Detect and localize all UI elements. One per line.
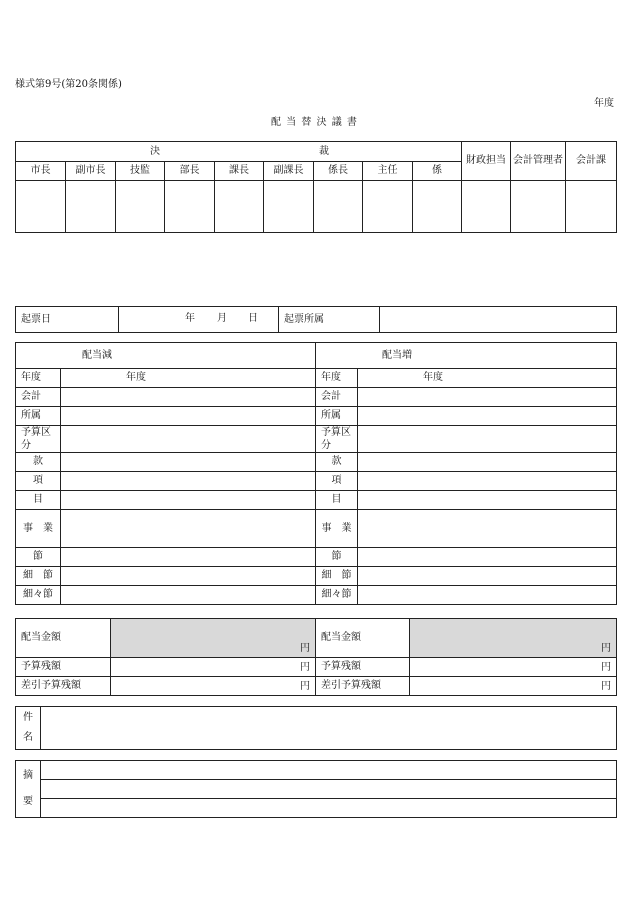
role-shunin: 主任 xyxy=(363,162,413,181)
month-label: 月 xyxy=(217,312,227,324)
increase-row-label: 款 xyxy=(316,453,358,472)
decrease-field[interactable] xyxy=(61,453,316,472)
stamp-box[interactable] xyxy=(66,181,116,233)
increase-row-label: 細 節 xyxy=(316,567,358,586)
increase-field[interactable] xyxy=(358,586,617,605)
decrease-field[interactable] xyxy=(61,510,316,548)
increase-row-label: 節 xyxy=(316,548,358,567)
decrease-row-label: 会計 xyxy=(16,388,61,407)
kaikei-ka-label: 会計課 xyxy=(566,142,617,181)
increase-balance-label: 予算残額 xyxy=(316,658,410,677)
decrease-field[interactable] xyxy=(61,426,316,453)
issue-date-field[interactable] xyxy=(119,307,279,333)
increase-field[interactable] xyxy=(358,426,617,453)
form-code: 様式第9号(第20条関係) xyxy=(15,79,122,90)
role-kakaricho: 係長 xyxy=(314,162,363,181)
kessai-header xyxy=(16,142,462,162)
decrease-field[interactable] xyxy=(61,586,316,605)
summary-line[interactable] xyxy=(41,799,617,818)
stamp-box[interactable] xyxy=(314,181,363,233)
role-fukushicho: 副市長 xyxy=(66,162,116,181)
role-gikan: 技監 xyxy=(116,162,165,181)
decrease-amount-field[interactable]: 円 xyxy=(111,619,316,658)
summary-line[interactable] xyxy=(41,780,617,799)
increase-field[interactable] xyxy=(358,548,617,567)
decrease-field[interactable] xyxy=(61,567,316,586)
role-shicho: 市長 xyxy=(16,162,66,181)
role-bucho: 部長 xyxy=(165,162,215,181)
kessai-left: 決 xyxy=(150,146,160,157)
stamp-box[interactable] xyxy=(511,181,566,233)
increase-field[interactable] xyxy=(358,510,617,548)
stamp-box[interactable] xyxy=(116,181,165,233)
increase-header: 配当増 xyxy=(316,343,617,369)
role-kakari: 係 xyxy=(413,162,462,181)
increase-row-label: 事 業 xyxy=(316,510,358,548)
subject-field[interactable] xyxy=(41,707,617,750)
zaisei-label: 財政担当 xyxy=(462,142,511,181)
decrease-amount-label: 配当金額 xyxy=(16,619,111,658)
summary-label: 摘 要 xyxy=(16,761,41,818)
decrease-balance-label: 予算残額 xyxy=(16,658,111,677)
increase-net-balance-field[interactable]: 円 xyxy=(410,677,617,696)
year-label: 年 xyxy=(185,312,195,324)
increase-amount-label: 配当金額 xyxy=(316,619,410,658)
decrease-row-label: 年度 xyxy=(16,369,61,388)
increase-row-label: 年度 xyxy=(316,369,358,388)
increase-field[interactable] xyxy=(358,407,617,426)
document-title: 配 当 替 決 議 書 xyxy=(271,117,358,128)
decrease-year-field[interactable]: 年度 xyxy=(61,369,316,388)
increase-year-field[interactable]: 年度 xyxy=(358,369,617,388)
increase-net-balance-label: 差引予算残額 xyxy=(316,677,410,696)
increase-row-label: 細々節 xyxy=(316,586,358,605)
decrease-row-label: 予算区分 xyxy=(16,426,61,453)
increase-field[interactable] xyxy=(358,388,617,407)
allocation-table xyxy=(15,342,617,605)
increase-balance-field[interactable]: 円 xyxy=(410,658,617,677)
stamp-box[interactable] xyxy=(363,181,413,233)
role-fukukacho: 副課長 xyxy=(264,162,314,181)
stamp-box[interactable] xyxy=(16,181,66,233)
decrease-field[interactable] xyxy=(61,388,316,407)
stamp-box[interactable] xyxy=(165,181,215,233)
decrease-field[interactable] xyxy=(61,548,316,567)
decrease-row-label: 細 節 xyxy=(16,567,61,586)
kaikei-kanrisha-label: 会計管理者 xyxy=(511,142,566,181)
issue-date-label: 起票日 xyxy=(16,307,119,333)
day-label: 日 xyxy=(248,312,258,324)
stamp-box[interactable] xyxy=(566,181,617,233)
increase-row-label: 会計 xyxy=(316,388,358,407)
issue-dept-field[interactable] xyxy=(380,307,617,333)
decrease-row-label: 節 xyxy=(16,548,61,567)
decrease-row-label: 所属 xyxy=(16,407,61,426)
increase-row-label: 項 xyxy=(316,472,358,491)
decrease-row-label: 細々節 xyxy=(16,586,61,605)
increase-field[interactable] xyxy=(358,567,617,586)
subject-table xyxy=(15,706,617,750)
increase-amount-field[interactable]: 円 xyxy=(410,619,617,658)
role-kacho: 課長 xyxy=(215,162,264,181)
decrease-row-label: 事 業 xyxy=(16,510,61,548)
increase-row-label: 目 xyxy=(316,491,358,510)
approval-table xyxy=(15,141,617,233)
amount-table xyxy=(15,618,617,696)
decrease-net-balance-label: 差引予算残額 xyxy=(16,677,111,696)
decrease-field[interactable] xyxy=(61,407,316,426)
subject-label: 件 名 xyxy=(16,707,41,750)
stamp-box[interactable] xyxy=(413,181,462,233)
increase-row-label: 予算区分 xyxy=(316,426,358,453)
increase-field[interactable] xyxy=(358,491,617,510)
issue-dept-label: 起票所属 xyxy=(279,307,380,333)
stamp-box[interactable] xyxy=(462,181,511,233)
stamp-box[interactable] xyxy=(264,181,314,233)
decrease-field[interactable] xyxy=(61,491,316,510)
fiscal-year-label: 年度 xyxy=(594,98,614,109)
decrease-net-balance-field[interactable]: 円 xyxy=(111,677,316,696)
summary-line[interactable] xyxy=(41,761,617,780)
decrease-row-label: 目 xyxy=(16,491,61,510)
increase-row-label: 所属 xyxy=(316,407,358,426)
increase-field[interactable] xyxy=(358,453,617,472)
decrease-row-label: 款 xyxy=(16,453,61,472)
kessai-right: 裁 xyxy=(319,146,329,157)
stamp-box[interactable] xyxy=(215,181,264,233)
increase-field[interactable] xyxy=(358,472,617,491)
decrease-field[interactable] xyxy=(61,472,316,491)
issue-table xyxy=(15,306,617,333)
decrease-balance-field[interactable]: 円 xyxy=(111,658,316,677)
decrease-header: 配当減 xyxy=(16,343,316,369)
summary-table xyxy=(15,760,617,818)
decrease-row-label: 項 xyxy=(16,472,61,491)
